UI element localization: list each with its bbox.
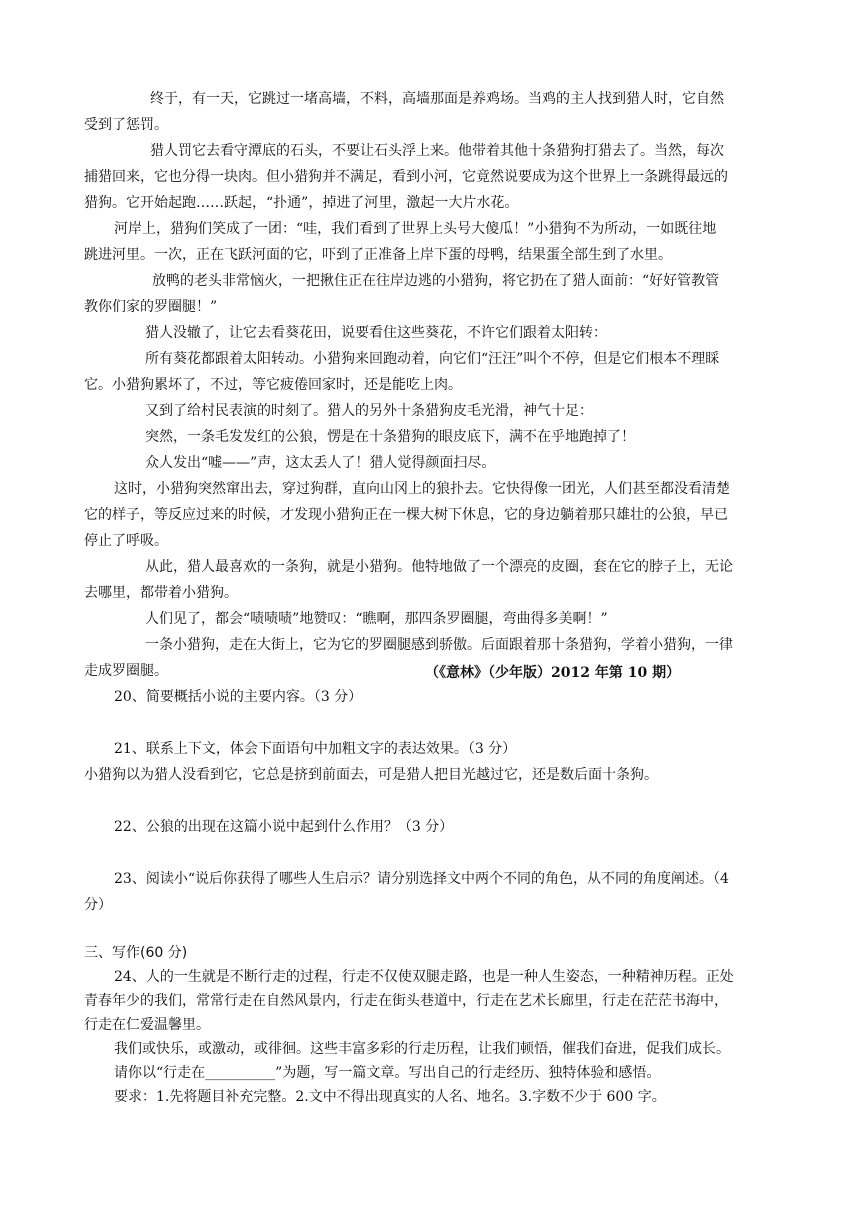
story-line: 突然，一条毛发发红的公狼，愣是在十条猎狗的眼皮底下，满不在乎地跑掉了！	[145, 429, 635, 445]
question-23: 23、阅读小“说后你获得了哪些人生启示？请分别选择文中两个不同的角色，从不同的角度阐述。（4	[114, 871, 729, 887]
writing-paragraph: 请你以“行走在__________”为题，写一篇文章。写出自己的行走经历、独特体验和感悟。	[114, 1065, 661, 1081]
story-line: 走成罗圈腿。	[84, 663, 168, 679]
story-line: 从此，猎人最喜欢的一条狗，就是小猎狗。他特地做了一个漂亮的皮圈，套在它的脖子上，无论	[145, 559, 733, 575]
story-line: 河岸上，猎狗们笑成了一团：“哇，我们看到了世界上头号大傻瓜！”小猎狗不为所动，一如既往地	[114, 221, 717, 237]
story-source: （《意林》（少年版）2012 年第 10 期）	[425, 665, 681, 681]
story-line: 它的样子，等反应过来的时候，才发现小猎狗正在一棵大树下休息，它的身边躺着那只雄壮的公狼，早已	[84, 507, 728, 523]
question-20: 20、简要概括小说的主要内容。（3 分）	[114, 689, 363, 705]
story-line: 终于，有一天，它跳过一堵高墙，不料，高墙那面是养鸡场。当鸡的主人找到猎人时，它自然	[150, 91, 724, 107]
section-heading: 三、写作(60 分)	[84, 945, 188, 961]
writing-paragraph: 我们或快乐，或激动，或徘徊。这些丰富多彩的行走历程，让我们顿悟，催我们奋进，促我们成长。	[114, 1041, 730, 1057]
story-line: 猎人没辙了，让它去看葵花田，说要看住这些葵花，不许它们跟着太阳转：	[145, 325, 607, 341]
writing-prompt-line: 24、人的一生就是不断行走的过程，行走不仅使双腿走路，也是一种人生姿态，一种精神历程。正处	[114, 969, 734, 985]
question-23: 分）	[84, 897, 112, 913]
question-21-sentence: 小猎狗以为猎人没看到它，它总是挤到前面去，可是猎人把目光越过它，还是数后面十条狗。	[84, 767, 658, 783]
writing-requirements: 要求：1.先将题目补充完整。2.文中不得出现真实的人名、地名。3.字数不少于 600 字。	[114, 1089, 666, 1105]
story-line: 这时，小猎狗突然窜出去，穿过狗群，直向山冈上的狼扑去。它快得像一团光，人们甚至都没看清楚	[114, 481, 730, 497]
writing-prompt-line: 行走在仁爱温馨里。	[84, 1017, 210, 1033]
story-line: 教你们家的罗圈腿！”	[84, 299, 218, 315]
story-line: 受到了惩罚。	[84, 117, 168, 133]
story-line: 捕猎回来，它也分得一块肉。但小猎狗并不满足，看到小河，它竟然说要成为这个世界上一条跳得最远的	[84, 169, 728, 185]
story-line: 跳进河里。一次，正在飞跃河面的它，吓到了正准备上岸下蛋的母鸭，结果蛋全部生到了水里。	[84, 247, 672, 263]
story-line: 停止了呼吸。	[84, 533, 168, 549]
story-line: 一条小猎狗，走在大街上，它为它的罗圈腿感到骄傲。后面跟着那十条猎狗，学着小猎狗，一律	[145, 637, 733, 653]
story-line: 又到了给村民表演的时刻了。猎人的另外十条猎狗皮毛光滑，神气十足：	[145, 403, 593, 419]
story-line: 去哪里，都带着小猎狗。	[84, 585, 238, 601]
story-line: 放鸭的老头非常恼火，一把揪住正在往岸边逃的小猎狗，将它扔在了猎人面前：“好好管教管	[152, 273, 720, 289]
story-line: 猎狗。它开始起跑……跃起，“扑通”，掉进了河里，激起一大片水花。	[84, 195, 519, 211]
story-line: 猎人罚它去看守潭底的石头，不要让石头浮上来。他带着其他十条猎狗打猎去了。当然，每次	[150, 143, 724, 159]
question-22: 22、公狼的出现在这篇小说中起到什么作用？（3 分）	[114, 819, 454, 835]
story-line: 它。小猎狗累坏了，不过，等它疲倦回家时，还是能吃上肉。	[84, 377, 462, 393]
story-line: 众人发出“嘘——”声，这太丢人了！猎人觉得颜面扫尽。	[145, 455, 496, 471]
story-line: 所有葵花都跟着太阳转动。小猎狗来回跑动着，向它们“汪汪”叫个不停，但是它们根本不理睬	[145, 351, 720, 367]
story-line: 人们见了，都会“啧啧啧”地赞叹：“瞧啊，那四条罗圈腿，弯曲得多美啊！”	[145, 611, 608, 627]
question-21: 21、联系上下文，体会下面语句中加粗文字的表达效果。（3 分）	[114, 741, 517, 757]
writing-prompt-line: 青春年少的我们，常常行走在自然风景内，行走在街头巷道中，行走在艺术长廊里，行走在茫茫书海中，	[84, 993, 728, 1009]
